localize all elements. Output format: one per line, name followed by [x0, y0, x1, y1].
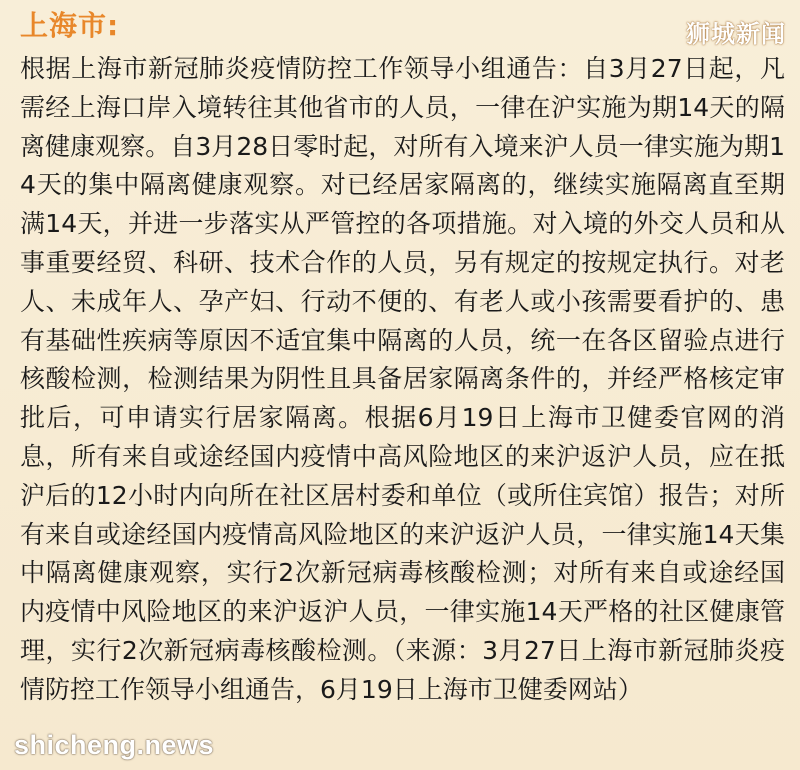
watermark-top: 狮城新闻 — [686, 20, 786, 48]
body-paragraph: 根据上海市新冠肺炎疫情防控工作领导小组通告：自3月27日起，凡需经上海口岸入境转往其他省市的人员，一律在沪实施为期14天的隔离健康观察。自3月28日零时起，对所有入境来沪人员一律实施为期14天的集中隔离健康观察。对已经居家隔离的，继续实施隔离直至期满14天，并进一步落实从严管控的各项措施。对入境的外交人员和从事重要经贸、科研、技术合作的人员，另有规定的按规定执行。对老人、未成年人、孕产妇、行动不便的、有老人或小孩需要看护的、患有基础性疾病等原因不适宜集中隔离的人员，统一在各区留验点进行核酸检测，检测结果为阴性且具备居家隔离条件的，并经严格核定审批后，可申请实行居家隔离。根据6月19日上海市卫健委官网的消息，所有来自或途经国内疫情中高风险地区的来沪返沪人员，应在抵沪后的12小时内向所在社区居村委和单位（或所住宾馆）报告；对所有来自或途经国内疫情高风险地区的来沪返沪人员，一律实施14天集中隔离健康观察，实行2次新冠病毒核酸检测；对所有来自或途经国内疫情中风险地区的来沪返沪人员，一律实施14天严格的社区健康管理，实行2次新冠病毒核酸检测。（来源：3月27日上海市新冠肺炎疫情防控工作领导小组通告，6月19日上海市卫健委网站） — [20, 54, 785, 704]
watermark-bottom: shicheng.news — [14, 730, 215, 760]
section-heading: 上海市: — [20, 9, 120, 42]
